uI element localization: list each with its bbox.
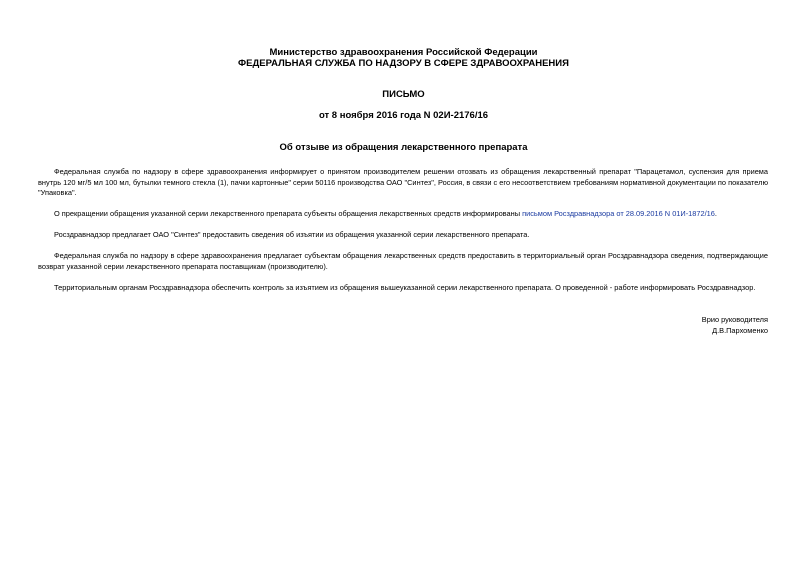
paragraph-2-end: . [714, 209, 717, 218]
document-type: ПИСЬМО [382, 89, 425, 100]
signatory-name: Д.В.Пархоменко [712, 325, 768, 335]
service-name: ФЕДЕРАЛЬНАЯ СЛУЖБА ПО НАДЗОРУ В СФЕРЕ ЗДРАВООХРАНЕНИЯ [238, 58, 569, 69]
issuing-authority [0, 47, 807, 69]
document-date-number: от 8 ноября 2016 года N 02И-2176/16 [318, 110, 489, 121]
ministry-name: Министерство здравоохранения Российской Федерации [269, 47, 538, 58]
document-title: Об отзыве из обращения лекарственного препарата [279, 142, 528, 153]
paragraph-5: Территориальным органам Росздравнадзора обеспечить контроль за изъятием из обращения вышеуказанной серии лекарственного препарата. О проведенной - работе информировать Росздравнадзор. [54, 282, 756, 292]
paragraph-2-text: О прекращении обращения указанной серии лекарственного препарата субъекты обращения лекарственных средств информированы [54, 209, 523, 218]
paragraph-2 [38, 209, 768, 220]
signatory-position: Врио руководителя [701, 315, 768, 324]
paragraph-1: Федеральная служба по надзору в сфере здравоохранения информирует о принятом производителем решении отозвать из обращения лекарственный препарат "Парацетамол, суспензия для приема внутрь 120 мг/5 мл 100 мл, бутылки темного стекла (1), пачки картонные" серии 50116 производства ОАО "Синтез", Россия, в связи с его несоответствием требованиям нормативной документации по показателю "Упаковка". [38, 167, 768, 197]
paragraph-3: Росздравнадзор предлагает ОАО "Синтез" предоставить сведения об изъятии из обращения указанной серии лекарственного препарата. [54, 230, 530, 239]
paragraph-4: Федеральная служба по надзору в сфере здравоохранения предлагает субъектам обращения лекарственных средств предоставить в территориальный орган Росздравнадзора сведения, подтверждающие возврат указанной серии лекарственного препарата поставщикам (производителю). [38, 251, 768, 271]
signature-block [702, 315, 768, 336]
document-body [38, 167, 768, 304]
reference-letter-link[interactable]: письмом Росздравнадзора от 28.09.2016 N 01И-1872/16 [522, 209, 715, 218]
